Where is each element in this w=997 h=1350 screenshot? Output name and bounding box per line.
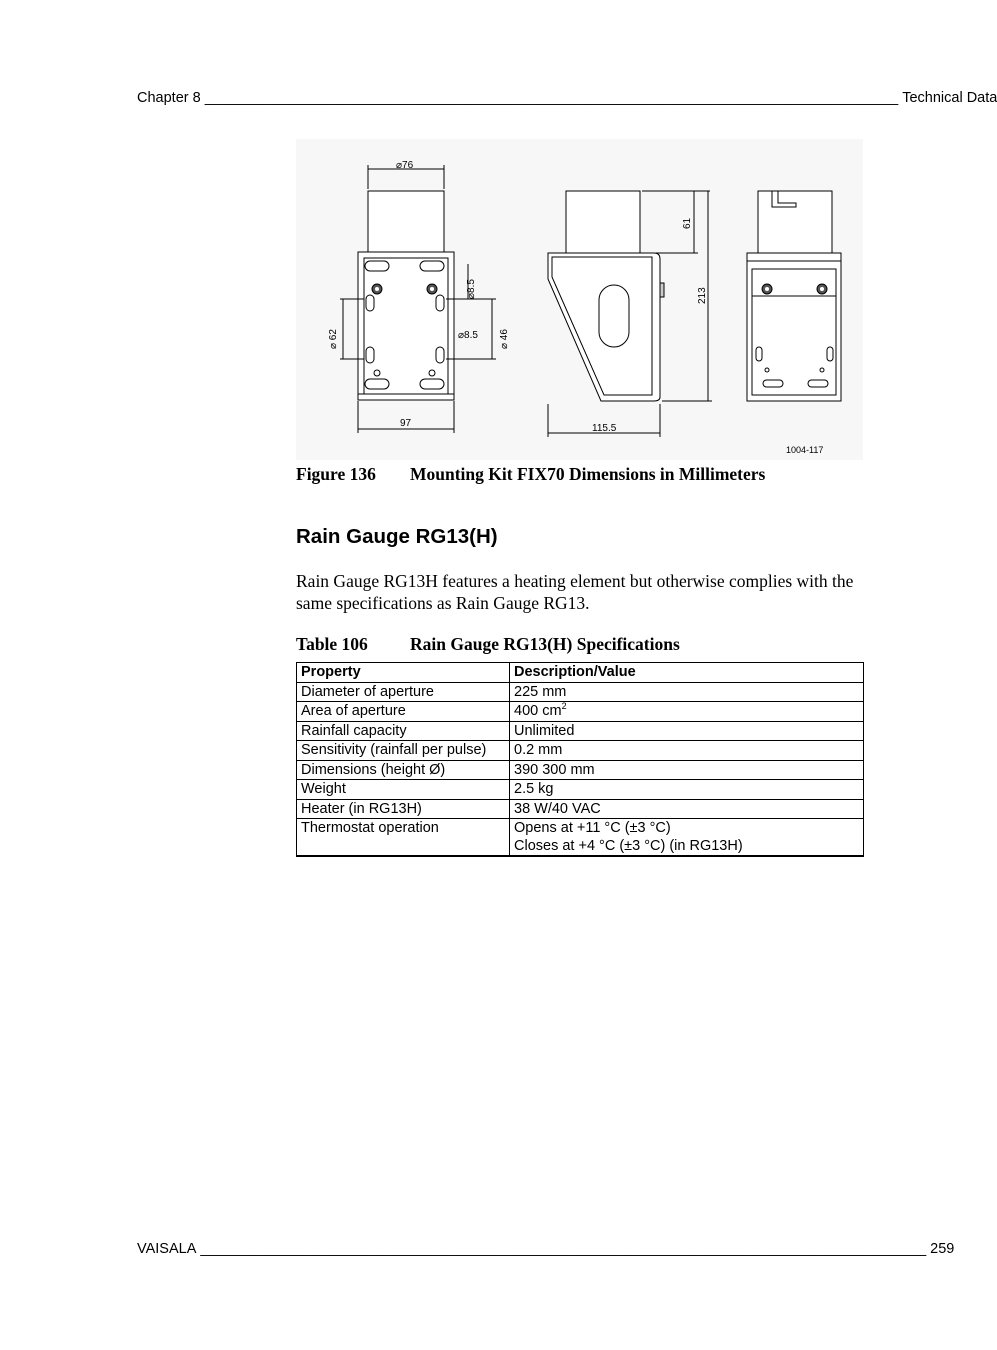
dim-62: 62 [328,329,339,341]
table-row [297,819,864,857]
value-cell: 38 W/40 VAC [510,799,864,819]
property-cell: Weight [297,780,510,800]
table-caption [296,634,680,655]
property-cell: Dimensions (height Ø) [297,760,510,780]
dim-213: 213 [697,287,708,304]
page-footer [137,1241,955,1257]
dim-8-5-vertical: 8.5 [466,279,477,293]
table-title: Rain Gauge RG13(H) Specifications [410,634,680,654]
figure-title: Mounting Kit FIX70 Dimensions in Millimeters [410,464,766,484]
value-cell: Unlimited [510,721,864,741]
page-number: 259 [930,1241,955,1257]
footer-rule: __________________________________________________________________________________________ [200,1241,927,1257]
value-cell: 225 mm [510,682,864,702]
dim-97: 97 [400,418,412,429]
table-number: Table 106 [296,634,368,654]
table-row [297,721,864,741]
footer-company: VAISALA [137,1241,197,1257]
dim-8-5-horizontal: 8.5 [464,330,478,341]
superscript: 2 [561,701,567,712]
dim-61: 61 [682,217,693,229]
svg-text:⌀76: ⌀76 [396,160,414,171]
table-row [297,799,864,819]
svg-text:⌀8.5: ⌀8.5 [466,279,477,299]
property-cell: Area of aperture [297,702,510,722]
value-cell: 390 300 mm [510,760,864,780]
page-header [137,90,997,106]
dim-46: 46 [499,329,510,341]
table-row [297,741,864,761]
table-row [297,780,864,800]
value-cell: Opens at +11 °C (±3 °C) Closes at +4 °C (±3 °C) (in RG13H) [510,819,864,857]
property-cell: Sensitivity (rainfall per pulse) [297,741,510,761]
svg-text:⌀ 46: ⌀ 46 [499,329,510,349]
back-view [747,191,841,401]
property-cell: Thermostat operation [297,819,510,857]
section-title: Rain Gauge RG13(H) [296,525,498,548]
svg-text:⌀8.5: ⌀8.5 [458,330,478,341]
property-cell: Diameter of aperture [297,682,510,702]
column-header-value: Description/Value [510,663,864,683]
figure-caption [296,464,765,485]
svg-text:⌀ 62: ⌀ 62 [328,329,339,349]
specifications-table [296,662,864,857]
table-row [297,702,864,722]
dim-115-5: 115.5 [592,423,617,434]
header-rule: ______________________________________________________________________________________ [204,90,899,106]
column-header-property: Property [297,663,510,683]
table-row [297,760,864,780]
mounting-kit-drawing [296,139,863,460]
body-paragraph: Rain Gauge RG13H features a heating element but otherwise complies with the same specifications as Rain Gauge RG13. [296,571,854,613]
table-header-row [297,663,864,683]
value-cell: 400 $cm^2$ [510,702,864,722]
header-section: Technical Data [902,90,997,106]
value-cell: 2.5 kg [510,780,864,800]
table-row [297,682,864,702]
property-cell: Heater (in RG13H) [297,799,510,819]
drawing-code: 1004-117 [786,445,824,455]
figure-number: Figure 136 [296,464,376,484]
property-cell: Rainfall capacity [297,721,510,741]
dim-76: 76 [402,160,414,171]
header-chapter: Chapter 8 [137,90,201,106]
value-cell: 0.2 mm [510,741,864,761]
